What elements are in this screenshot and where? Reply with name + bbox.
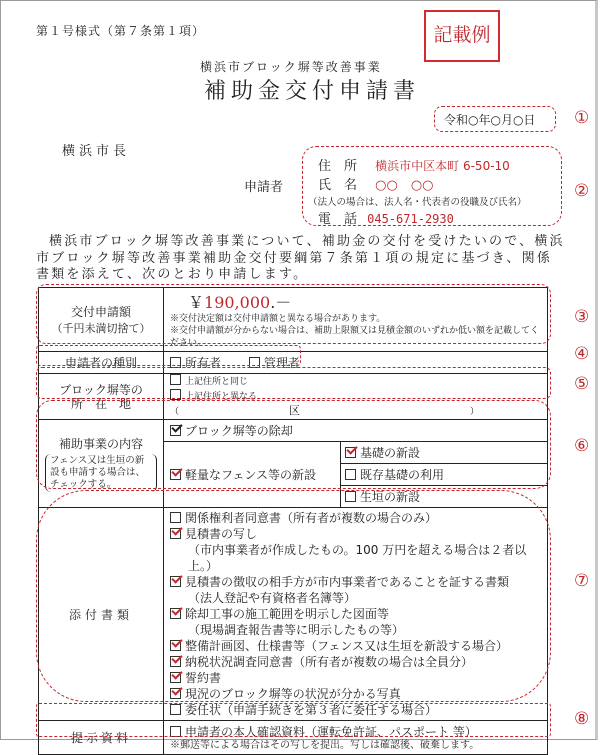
applicant-phone-row — [318, 208, 454, 227]
option-hedge[interactable]: 生垣の新設 — [341, 486, 548, 508]
marker-8: ⑧ — [574, 709, 590, 729]
name-label: 氏 名 — [318, 178, 358, 193]
attachment-item[interactable]: 納税状況調査同意書（所有者が複数の場合は全員分） — [170, 654, 541, 670]
attachment-subnote: （法人登記や有資格者名簿等） — [188, 591, 357, 605]
attachment-item[interactable]: 見積書の写し — [170, 526, 541, 542]
amount-note-1: ※交付決定額は交付申請額と異なる場合があります。 — [170, 314, 386, 324]
form-number: 第１号様式（第７条第１項） — [36, 24, 206, 38]
attachment-item[interactable]: 現況のブロック塀等の状況が分かる写真 — [170, 686, 541, 702]
highlight-amount — [36, 284, 551, 344]
form-title: 補助金交付申請書 — [204, 79, 421, 104]
phone-label: 電 話 — [318, 212, 358, 227]
attachment-item[interactable]: 委任状（申請手続きを第３者に委任する場合） — [170, 702, 541, 718]
highlight-applicant-type — [36, 345, 301, 366]
form-subtitle: 横浜市ブロック塀等改善事業 — [200, 60, 382, 74]
content-note: フェンス又は生垣の新設も申請する場合は、チェックする。 — [45, 454, 157, 492]
highlight-attachments — [36, 490, 551, 702]
marker-5: ⑤ — [574, 374, 590, 394]
presentation-label: 提示資料 — [39, 721, 164, 755]
location-label: ブロック塀等の 所 在 地 — [39, 374, 164, 420]
address-label: 住 所 — [318, 159, 358, 174]
addressee: 横浜市長 — [62, 144, 131, 159]
marker-7: ⑦ — [574, 571, 590, 591]
attachment-subnote: （市内事業者が作成したもの。100 万円を超える場合は２者以上。） — [188, 543, 527, 573]
presentation-note: ※郵送等による場合はその写しを提出。写しは確認後、破棄します。 — [170, 739, 480, 751]
option-different-address[interactable]: 上記住所と異なる （ 区 ） — [170, 389, 547, 419]
presentation-item[interactable]: 申請者の本人確認資料（運転免許証、パスポート 等） — [170, 724, 541, 740]
marker-3: ③ — [574, 307, 590, 327]
application-date: 令和○年○月○日 — [444, 113, 536, 127]
name-value[interactable]: ○○ ○○ — [375, 178, 434, 193]
applicant-type-label: 申請者の種別 — [39, 352, 164, 374]
phone-value[interactable]: 045-671-2930 — [367, 212, 454, 226]
attachment-item[interactable]: 見積書の徴収の相手方が市内事業者であることを証する書類 — [170, 574, 541, 590]
marker-6: ⑥ — [574, 436, 590, 456]
option-manager[interactable]: 管理者 — [249, 356, 300, 370]
intro-text: 横浜市ブロック塀等改善事業について、補助金の交付を受けたいので、横浜市ブロック塀等改善事業補助金交付要綱第７条第１項の規定に基づき、関係書類を添えて、次のとおり申請します。 — [36, 234, 565, 282]
marker-4: ④ — [574, 344, 590, 364]
applicant-address-row — [318, 155, 510, 174]
amount-value[interactable]: ￥190,000.－ — [188, 293, 292, 312]
applicant-name-row — [318, 174, 434, 193]
amount-note-2: ※交付申請額が分からない場合は、補助上限額又は見積金額のいずれか低い額を記載してください。 — [170, 326, 540, 348]
option-existing-foundation[interactable]: 既存基礎の利用 — [341, 464, 548, 486]
highlight-presentation — [36, 703, 551, 737]
marker-2: ② — [574, 181, 590, 201]
attachment-item[interactable]: 関係権利者同意書（所有者が複数の場合のみ） — [170, 510, 541, 526]
option-foundation-new[interactable]: 基礎の新設 — [341, 442, 548, 464]
attachment-item[interactable]: 整備計画図、仕様書等（フェンス又は生垣を新設する場合） — [170, 638, 541, 654]
amount-label: 交付申請額 （千円未満切捨て） — [39, 288, 164, 352]
option-removal[interactable]: ブロック塀等の除却 — [164, 420, 548, 442]
marker-1: ① — [574, 108, 590, 128]
attachment-item[interactable]: 除却工事の施工範囲を明示した図面等 — [170, 606, 541, 622]
option-fence[interactable]: 軽量なフェンス等の新設 — [164, 442, 341, 508]
content-label: 補助事業の内容 フェンス又は生垣の新設も申請する場合は、チェックする。 — [39, 420, 164, 508]
option-owner[interactable]: 所有者 — [170, 356, 221, 370]
sample-badge: 記載例 — [424, 10, 500, 62]
corporate-note: （法人の場合は、法人名・代表者の役職及び氏名） — [308, 197, 527, 208]
option-same-address[interactable]: 上記住所と同じ — [170, 374, 547, 389]
highlight-location — [36, 367, 551, 399]
address-value[interactable]: 横浜市中区本町 6-50-10 — [375, 159, 510, 173]
applicant-label: 申請者 — [244, 180, 284, 195]
attachment-subnote: （現場調査報告書等に明示したもの等） — [188, 623, 405, 637]
attachment-item[interactable]: 誓約書 — [170, 670, 541, 686]
highlight-content — [36, 400, 551, 489]
attachments-label: 添付書類 — [39, 508, 164, 721]
